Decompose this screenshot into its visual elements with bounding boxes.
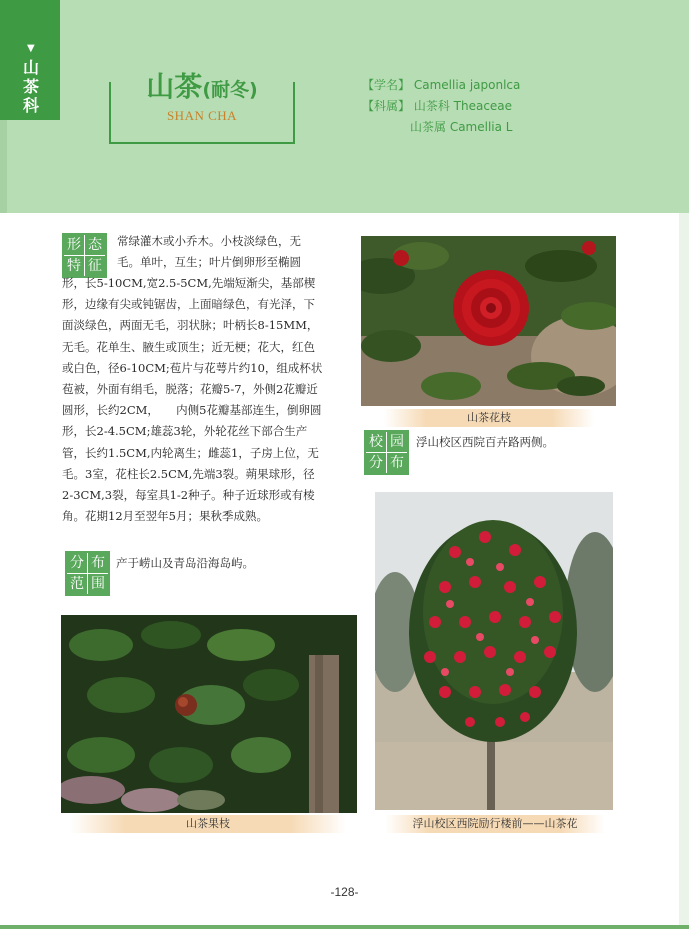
morphology-line: 形，长5-10CM,宽2.5-5CM,先端短渐尖，基部楔 (62, 276, 316, 290)
morphology-text-top (117, 231, 331, 273)
camellia-tree-caption: 浮山校区西院励行楼前——山茶花 (385, 815, 605, 833)
distribution-line: 产于崂山及青岛沿海岛屿。 (116, 556, 254, 570)
morphology-line: 毛。3室，花柱长2.5CM,先端3裂。蒴果球形，径 (62, 466, 315, 481)
scientific-name-value: Camellia japonlca (413, 78, 521, 92)
page-number: -128- (330, 885, 359, 899)
genus-value: 山茶属 Camellia L (410, 120, 513, 134)
morphology-tag-char: 征 (85, 256, 105, 276)
morphology-tag-char: 特 (64, 256, 84, 276)
distribution-tag-char: 范 (67, 574, 87, 594)
morphology-line: 角。花期12月至翌年5月；果秋季成熟。 (62, 509, 268, 524)
page-title (128, 70, 276, 107)
morphology-line: 圆形，长约2CM， 内侧5花瓣基部连生，倒卵圆 (62, 403, 322, 418)
distribution-tag-char: 围 (88, 574, 108, 594)
campus-text (416, 432, 616, 453)
campus-tag (364, 430, 409, 475)
flower-branch-caption: 山茶花枝 (384, 409, 594, 427)
morphology-line: 或白色，径6-10CM;苞片与花萼片约10，组成杯状 (62, 360, 323, 375)
scientific-info (362, 75, 520, 138)
camellia-tree-photo (375, 492, 613, 810)
distribution-tag-char: 布 (88, 553, 108, 573)
chapter-tab-label: 山茶科 (22, 58, 39, 115)
title-main-text: 山茶 (146, 70, 203, 103)
fruit-branch-caption: 山茶果枝 (70, 815, 346, 833)
morphology-line: 毛。单叶，互生；叶片倒卵形至椭圆 (117, 255, 301, 270)
family-value: 山茶科 Theaceae (413, 99, 513, 113)
distribution-tag (65, 551, 110, 596)
campus-tag-char: 布 (387, 453, 407, 473)
morphology-line: 面淡绿色，两面无毛，羽状脉；叶柄长8-15MM， (62, 318, 319, 333)
campus-tag-char: 园 (387, 432, 407, 452)
campus-line: 浮山校区西院百卉路两侧。 (416, 435, 554, 449)
morphology-line: 管，长约1.5CM,内轮离生；雌蕊1，子房上位，无 (62, 445, 319, 460)
morphology-line: 形，长2-4.5CM;雄蕊3轮，外轮花丝下部合生产 (62, 424, 308, 439)
morphology-tag (62, 233, 107, 278)
chapter-tab (0, 0, 60, 120)
morphology-tag-char: 态 (85, 235, 105, 255)
header-band (0, 0, 689, 213)
morphology-text (62, 273, 332, 527)
campus-tag-char: 校 (366, 432, 386, 452)
fruit-branch-photo (61, 615, 357, 813)
page-bottom-line (0, 925, 689, 929)
title-alias: (耐冬) (202, 79, 258, 101)
distribution-text (116, 553, 316, 574)
morphology-line: 形，边缘有尖或钝锯齿，上面暗绿色，有光泽，下 (62, 297, 315, 312)
title-pinyin: SHAN CHA (166, 108, 238, 123)
campus-tag-char: 分 (366, 453, 386, 473)
family-key: 【科属】 (362, 99, 411, 113)
page-right-strip (679, 213, 689, 929)
morphology-line: 无毛。花单生、腋生或顶生；近无梗；花大，红色 (62, 339, 315, 354)
triangle-down-icon: ▼ (27, 43, 35, 54)
flower-branch-photo (361, 236, 616, 406)
morphology-tag-char: 形 (64, 235, 84, 255)
scientific-name-key: 【学名】 (362, 78, 411, 92)
morphology-line: 苞被，外面有绢毛，脱落；花瓣5-7，外侧2花瓣近 (62, 381, 318, 396)
morphology-line: 2-3CM,3裂，每室具1-2种子。种子近球形或有棱 (62, 487, 315, 502)
distribution-tag-char: 分 (67, 553, 87, 573)
morphology-line: 常绿灌木或小乔木。小枝淡绿色，无 (117, 234, 301, 248)
